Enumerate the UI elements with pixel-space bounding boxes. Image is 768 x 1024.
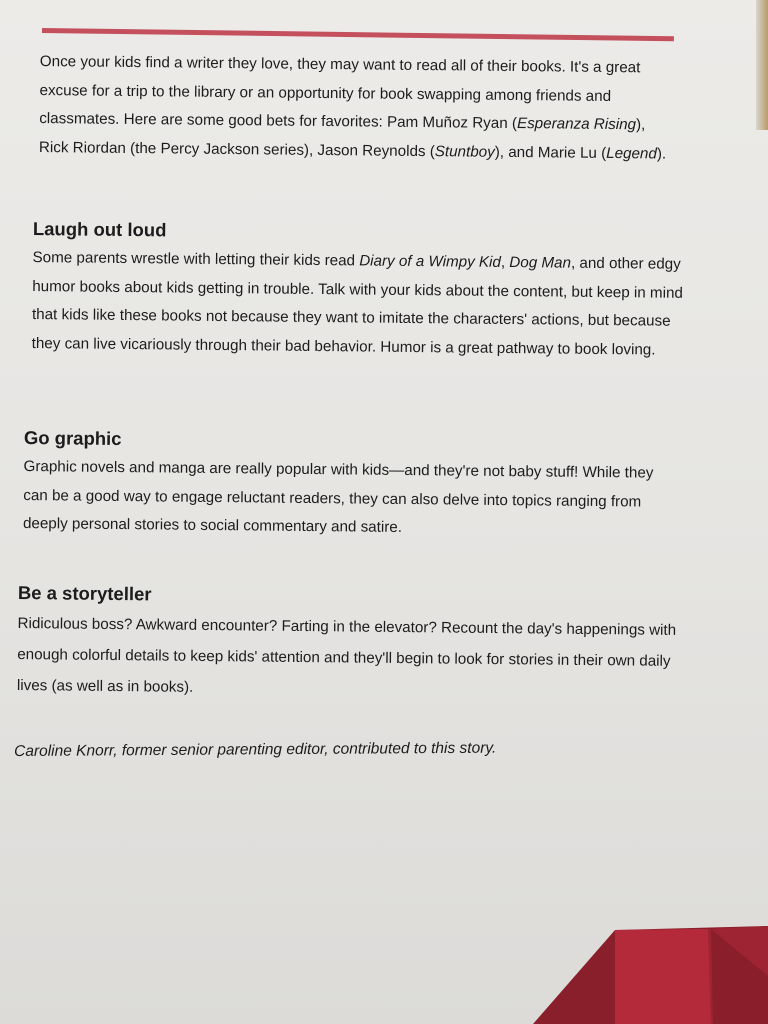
book-title: Dog Man — [509, 253, 572, 272]
header-rule — [42, 28, 674, 41]
section-be-a-storyteller — [17, 582, 690, 708]
intro-paragraph — [39, 48, 670, 169]
text: ), and Marie Lu ( — [494, 143, 607, 162]
book-title: Diary of a Wimpy Kid — [359, 252, 501, 271]
credit-line — [14, 734, 614, 767]
section-heading: Go graphic — [23, 427, 122, 450]
section-body: Graphic novels and manga are really popular with kids—and they're not baby stuff! While they can be a good way to engage reluctant readers, they can also delve into topics ranging from deeply personal stories to social commentary and satire. — [22, 457, 654, 536]
section-heading: Be a storyteller — [17, 582, 152, 605]
text: ), Rick Riordan (the Percy Jackson series), Jason Reynolds ( — [38, 116, 646, 160]
credit-text: Caroline Knorr, former senior parenting editor, contributed to this story. — [14, 739, 497, 760]
desk-edge — [756, 0, 768, 130]
section-body: Ridiculous boss? Awkward encounter? Farting in the elevator? Recount the day's happenings with enough colorful details to keep kids' attention and they'll begin to look for stories in their own daily lives (as well as in books). — [16, 614, 677, 696]
text: Some parents wrestle with letting their kids read — [32, 248, 360, 270]
text: Once your kids find a writer they love, they may want to read all of their books. It's a great excuse for a trip to the library or an opportunity for book swapping among friends and classmates. Here are some good bets for favorites: Pam Muñoz Ryan ( — [39, 52, 641, 132]
section-laugh-out-loud — [32, 218, 688, 365]
book-title: Esperanza Rising — [516, 114, 637, 134]
text: , — [500, 253, 510, 271]
text: , and other edgy humor books about kids getting in trouble. Talk with your kids about the content, but keep in mind that kids like these books not because they want to imitate the characters' actions, but because they can live vicariously through their bad behavior. Humor is a great pathway to book loving. — [31, 254, 683, 359]
text: ). — [656, 144, 667, 163]
section-heading: Laugh out loud — [32, 218, 167, 241]
section-go-graphic — [23, 427, 664, 545]
book-title: Stuntboy — [434, 142, 495, 161]
book-title: Legend — [606, 144, 657, 162]
red-geometric-decoration — [533, 926, 768, 1024]
